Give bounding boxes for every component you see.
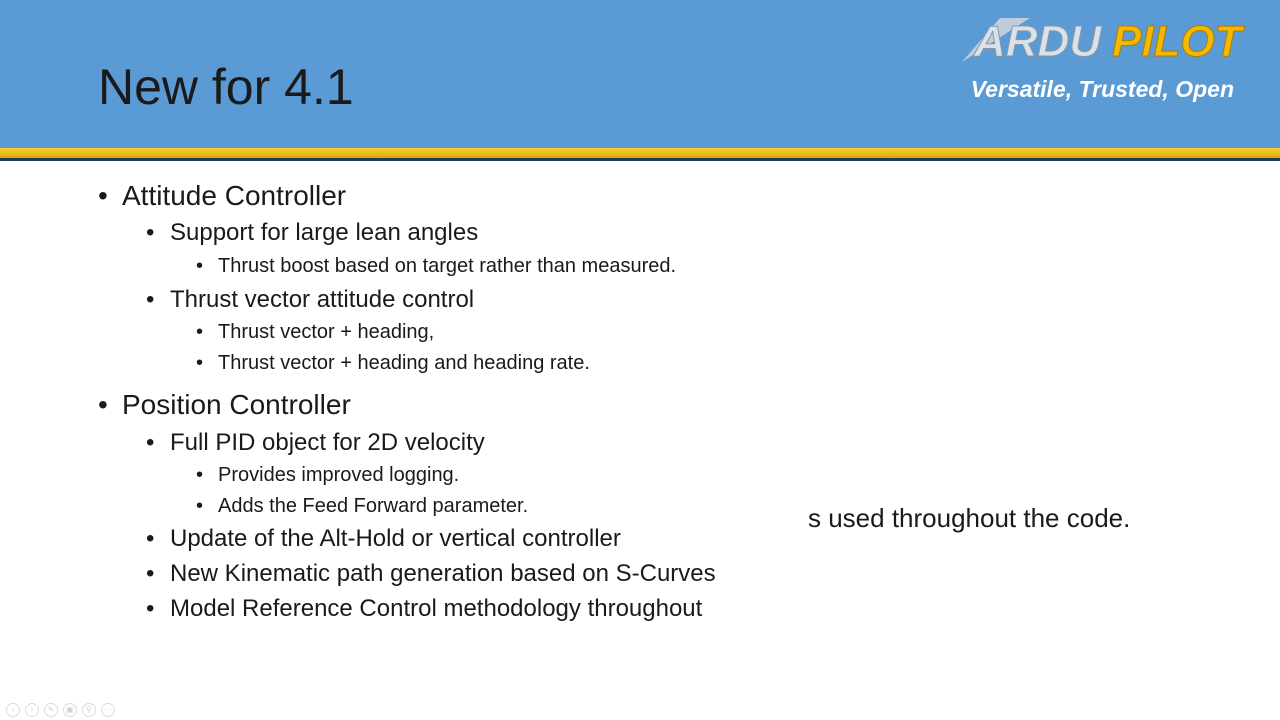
- bullet-text: Thrust boost based on target rather than measured.: [218, 255, 677, 277]
- bullet-text: Update of the Alt-Hold or vertical controller: [170, 525, 621, 552]
- bullet-dot: •: [146, 429, 155, 456]
- bullet-text: Attitude Controller: [122, 180, 347, 211]
- bullet-text: Position Controller: [122, 389, 351, 420]
- bullet-text: Thrust vector + heading and heading rate.: [218, 352, 590, 374]
- zoom-icon[interactable]: ⚲: [82, 703, 96, 717]
- bullet-dot: •: [98, 180, 108, 211]
- next-icon[interactable]: ›: [25, 703, 39, 717]
- pen-icon[interactable]: ✎: [44, 703, 58, 717]
- slideshow-controls: [6, 703, 115, 717]
- bullet-position-controller: [98, 389, 351, 421]
- bullet-text: Thrust vector attitude control: [170, 286, 475, 313]
- bullet-text: New Kinematic path generation based on S-Curves: [170, 560, 716, 587]
- bullet-dot: •: [146, 595, 155, 622]
- svg-text:PILOT: PILOT: [1112, 17, 1242, 64]
- bullet-pid-velocity: [146, 429, 485, 457]
- bullet-attitude-controller: [98, 180, 346, 212]
- bullet-text: Adds the Feed Forward parameter.: [218, 495, 529, 517]
- bullet-kinematic-path: [146, 560, 716, 588]
- bullet-dot: •: [146, 286, 155, 313]
- bullet-feed-forward: [196, 495, 528, 518]
- ardupilot-wordmark: [960, 14, 1260, 64]
- bullet-text: Provides improved logging.: [218, 464, 460, 486]
- slide-title: New for 4.1: [98, 59, 354, 115]
- previous-icon[interactable]: ‹: [6, 703, 20, 717]
- bullet-text: Full PID object for 2D velocity: [170, 429, 485, 456]
- bullet-thrust-boost: [196, 255, 676, 278]
- svg-text:ARDU: ARDU: [974, 17, 1102, 64]
- bullet-text: Model Reference Control methodology throughout: [170, 595, 703, 622]
- bullet-dot: •: [196, 255, 204, 277]
- ardupilot-logo: [960, 14, 1260, 102]
- header-rule-dark: [0, 158, 1280, 161]
- bullet-model-reference: [146, 595, 702, 623]
- bullet-dot: •: [196, 464, 204, 486]
- overflow-text-fragment: s used throughout the code.: [808, 503, 1131, 533]
- bullet-alt-hold: [146, 525, 621, 553]
- header-rule-yellow: [0, 148, 1280, 158]
- bullet-dot: •: [146, 219, 155, 246]
- bullet-thrust-heading-rate: [196, 352, 590, 375]
- more-icon[interactable]: ⋯: [101, 703, 115, 717]
- bullet-text: Support for large lean angles: [170, 219, 479, 246]
- bullet-dot: •: [98, 389, 108, 420]
- bullet-dot: •: [196, 352, 204, 374]
- bullet-improved-logging: [196, 464, 459, 487]
- slides-icon[interactable]: ▣: [63, 703, 77, 717]
- bullet-lean-angles: [146, 219, 478, 247]
- bullet-dot: •: [196, 495, 204, 517]
- logo-tagline: Versatile, Trusted, Open: [970, 76, 1234, 102]
- bullet-text: Thrust vector + heading,: [218, 321, 435, 343]
- bullet-thrust-heading: [196, 321, 434, 344]
- bullet-dot: •: [146, 560, 155, 587]
- bullet-thrust-vector: [146, 286, 474, 314]
- bullet-dot: •: [146, 525, 155, 552]
- bullet-dot: •: [196, 321, 204, 343]
